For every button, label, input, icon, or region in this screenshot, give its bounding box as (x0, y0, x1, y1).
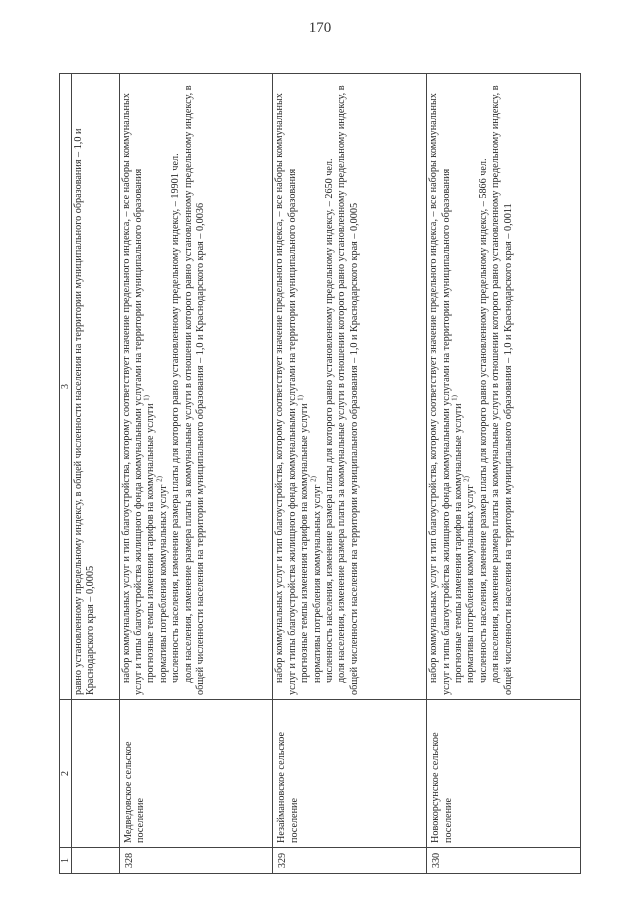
description-cell (119, 74, 273, 700)
description-cell (427, 74, 581, 700)
footnote-marker: 1) (450, 395, 459, 401)
paragraph-text: доля населения, изменение размера платы за коммунальные услуги в отношении которого равно установленному предельному индексу, в общей численности населения на территории муниципального образования – 1,0 и Краснодарского края – 0,0036 (182, 85, 207, 695)
footnote-marker: 2) (463, 476, 471, 482)
row-number: 329 (273, 848, 427, 874)
description-paragraph (73, 78, 98, 695)
municipality-name (72, 700, 120, 848)
paragraph-text: численность населения, изменение размера платы для которого равно установленному предельному индексу, – 19901 чел. (170, 153, 182, 683)
table-row (119, 74, 273, 874)
municipality-name: Незаймановское сельское поселение (273, 700, 427, 848)
paragraph-text: доля населения, изменение размера платы за коммунальные услуги в отношении которого равно установленному предельному индексу, в общей численности населения на территории муниципального образования – 1,0 и Краснодарского края – 0,0011 (490, 85, 514, 695)
footnote-marker: 2) (155, 476, 164, 482)
paragraph-text: равно установленному предельному индексу, в общей численности населения на территории муниципального образования – 1,0 и Краснодарского края – 0,0005 (73, 128, 97, 695)
description-cell (273, 74, 427, 700)
table-row (72, 74, 120, 874)
paragraph-text: нормативы потребления коммунальных услуг (157, 484, 169, 683)
table-row (427, 74, 581, 874)
page-number: 170 (308, 20, 332, 36)
description-paragraph (155, 78, 170, 695)
paragraph-text: прогнозные темпы изменения тарифов на коммунальные услуги (145, 403, 157, 683)
footnote-marker: 1) (143, 395, 152, 401)
paragraph-text: прогнозные темпы изменения тарифов на коммунальные услуги (299, 403, 311, 683)
description-cell (72, 74, 120, 700)
paragraph-text: доля населения, изменение размера платы за коммунальные услуги в отношении которого равно установленному предельному индексу, в общей численности населения на территории муниципального образования – 1,0 и Краснодарского края – 0,0005 (336, 85, 360, 695)
municipality-name: Новокорсунское сельское поселение (427, 700, 581, 848)
description-paragraph (428, 78, 453, 695)
column-header-3: 3 (60, 74, 72, 700)
paragraph-text: набор коммунальных услуг и тип благоустройства, которому соответствует значение предельного индекса, – все наборы коммунальных услуг и типы благоустройства жилищного фонда коммунальными услугами на территории муниципального образования (428, 93, 452, 695)
description-paragraph (450, 78, 465, 695)
description-paragraph (309, 78, 324, 695)
description-paragraph (121, 78, 146, 695)
description-paragraph (145, 78, 157, 695)
paragraph-text: численность населения, изменение размера платы для которого равно установленному предельному индексу, – 5866 чел. (477, 158, 489, 683)
paragraph-text: набор коммунальных услуг и тип благоустройства, которому соответствует значение предельного индекса, – все наборы коммунальных услуг и типы благоустройства жилищного фонда коммунальными услугами на территории муниципального образования (120, 93, 145, 695)
paragraph-text: нормативы потребления коммунальных услуг (465, 484, 477, 683)
rotated-table-container (59, 74, 581, 874)
paragraph-text: прогнозные темпы изменения тарифов на коммунальные услуги (452, 403, 464, 683)
column-header-2: 2 (60, 700, 72, 848)
description-paragraph (324, 78, 336, 695)
description-paragraph (336, 78, 361, 695)
row-number: 328 (119, 848, 273, 874)
footnote-marker: 2) (309, 476, 318, 482)
description-paragraph (465, 78, 477, 695)
data-table (59, 73, 581, 874)
description-paragraph (183, 78, 208, 695)
paragraph-text: численность населения, изменение размера платы для которого равно установленному предельному индексу, – 2650 чел. (324, 158, 336, 683)
paragraph-text: набор коммунальных услуг и тип благоустройства, которому соответствует значение предельного индекса, – все наборы коммунальных услуг и типы благоустройства жилищного фонда коммунальными услугами на территории муниципального образования (274, 93, 298, 695)
table-row (273, 74, 427, 874)
description-paragraph (296, 78, 311, 695)
table-header-row (60, 74, 72, 874)
municipality-name: Медведовское сельское поселение (119, 700, 273, 848)
description-paragraph (490, 78, 515, 695)
column-header-1: 1 (60, 848, 72, 874)
row-number: 330 (427, 848, 581, 874)
description-paragraph (478, 78, 490, 695)
row-number (72, 848, 120, 874)
description-paragraph (170, 78, 182, 695)
description-paragraph (274, 78, 299, 695)
paragraph-text: нормативы потребления коммунальных услуг (311, 484, 323, 683)
footnote-marker: 1) (296, 395, 305, 401)
